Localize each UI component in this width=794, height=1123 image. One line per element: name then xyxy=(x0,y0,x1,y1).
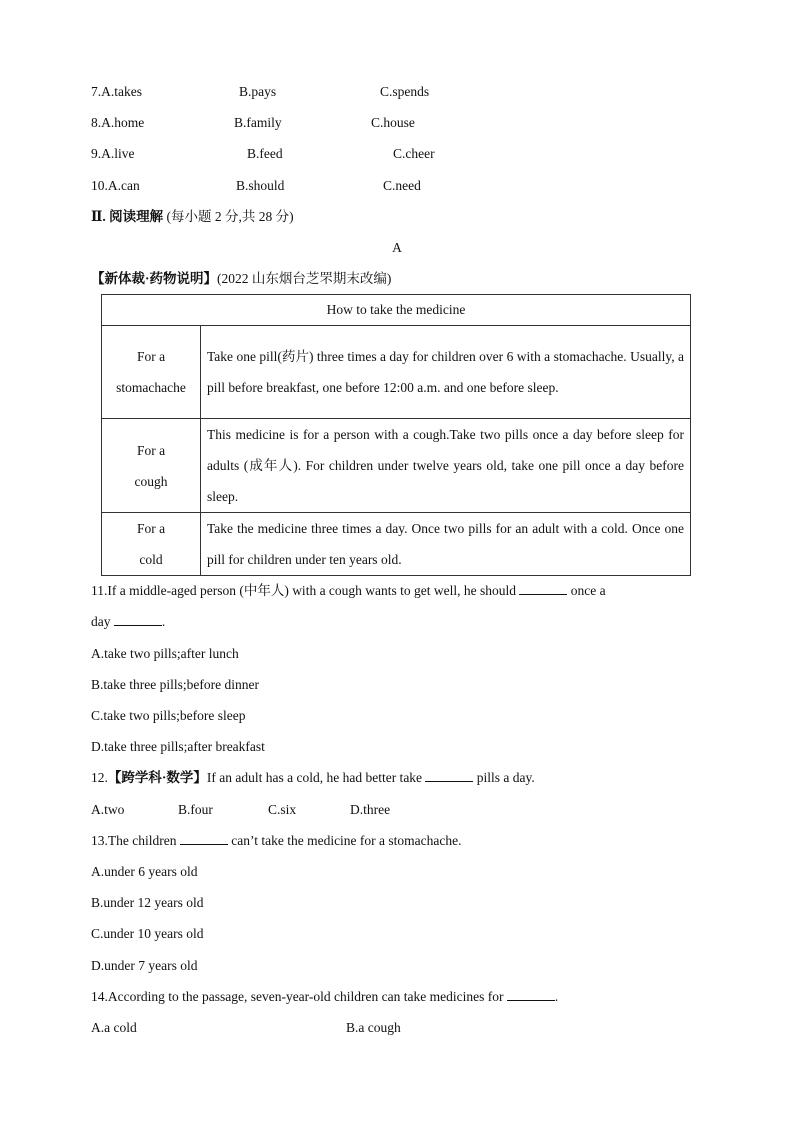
q14-stem-part: . xyxy=(554,989,559,1004)
row-label-cough xyxy=(102,419,201,513)
row-label-line: For a xyxy=(136,442,166,458)
answer-blank[interactable] xyxy=(425,769,473,782)
answer-blank[interactable] xyxy=(114,613,162,626)
q7-option-a: 7.A.takes xyxy=(91,84,142,99)
q12-stem-part: If an adult has a cold, he had better take xyxy=(206,770,426,785)
passage-letter: A xyxy=(392,240,402,255)
section-heading xyxy=(91,208,294,226)
q9-option-a: 9.A.live xyxy=(91,146,135,161)
q13-stem-part: 13.The children xyxy=(91,833,180,848)
row-label-line: stomachache xyxy=(116,380,186,395)
q8-option-c: C.house xyxy=(371,115,415,130)
answer-blank[interactable] xyxy=(519,582,567,595)
table-row xyxy=(102,513,691,576)
q11-stem-part: once a xyxy=(567,583,606,598)
q12-option-b[interactable]: B.four xyxy=(178,802,213,817)
q13-option-a[interactable]: A.under 6 years old xyxy=(91,864,198,879)
q11-option-a[interactable]: A.take two pills;after lunch xyxy=(91,646,239,661)
q12-option-c[interactable]: C.six xyxy=(268,802,297,817)
q12-option-d[interactable]: D.three xyxy=(350,802,391,817)
q13-option-b[interactable]: B.under 12 years old xyxy=(91,895,204,910)
q8-option-b: B.family xyxy=(234,115,282,130)
q14-stem-part: 14.According to the passage, seven-year-old children can take medicines for xyxy=(91,989,507,1004)
q7-option-c: C.spends xyxy=(380,84,430,99)
question-12-stem xyxy=(91,769,535,787)
question-10 xyxy=(91,177,140,195)
q10-option-a: 10.A.can xyxy=(91,178,140,193)
row-label-line: For a xyxy=(136,521,166,536)
q11-stem-part: 11.If a middle-aged person (中年人) with a cough wants to get well, he should xyxy=(91,583,520,598)
table-row xyxy=(102,419,691,513)
q12-option-a[interactable]: A.two xyxy=(91,802,125,817)
q11-stem-part: . xyxy=(161,614,166,629)
q7-option-b: B.pays xyxy=(239,84,277,99)
question-9 xyxy=(91,145,135,163)
question-11-stem xyxy=(91,582,606,600)
q11-option-b[interactable]: B.take three pills;before dinner xyxy=(91,677,259,692)
row-label-line: cold xyxy=(139,552,163,567)
q13-stem-part: can’t take the medicine for a stomachache. xyxy=(227,833,462,848)
q12-stem-part: pills a day. xyxy=(473,770,535,785)
row-text-cough: This medicine is for a person with a cough.Take two pills once a day before sleep for adults (成年人). For children under twelve years old, take one pill once a day before sleep. xyxy=(201,419,691,513)
q12-tag: 【跨学科·数学】 xyxy=(107,770,207,785)
section-title: Ⅱ. 阅读理解 xyxy=(91,209,164,224)
q13-option-c[interactable]: C.under 10 years old xyxy=(91,926,204,941)
answer-blank[interactable] xyxy=(180,832,228,845)
row-text-cold: Take the medicine three times a day. Once two pills for an adult with a cold. Once one pill for children under ten years old. xyxy=(201,513,691,576)
question-7 xyxy=(91,83,142,101)
q11-option-d[interactable]: D.take three pills;after breakfast xyxy=(91,739,265,754)
row-label-cold xyxy=(102,513,201,576)
question-11-stem-cont xyxy=(91,613,165,631)
q12-number: 12. xyxy=(91,770,108,785)
q14-option-a[interactable]: A.a cold xyxy=(91,1020,137,1035)
question-13-stem xyxy=(91,832,462,850)
question-8 xyxy=(91,114,144,132)
source-tag: 【新体裁·药物说明】 xyxy=(91,271,218,286)
q11-option-c[interactable]: C.take two pills;before sleep xyxy=(91,708,246,723)
table-header-row xyxy=(102,295,691,326)
question-14-stem xyxy=(91,988,558,1006)
row-label-stomachache xyxy=(102,326,201,419)
q11-stem-part: day xyxy=(91,614,114,629)
row-label-line: For a xyxy=(136,349,166,364)
q14-option-b[interactable]: B.a cough xyxy=(346,1020,401,1035)
q10-option-c: C.need xyxy=(383,178,421,193)
row-text-stomachache: Take one pill(药片) three times a day for children over 6 with a stomachache. Usually, a pill before breakfast, one before 12:00 a.m. and one before sleep. xyxy=(201,326,691,419)
q8-option-a: 8.A.home xyxy=(91,115,145,130)
q9-option-b: B.feed xyxy=(247,146,283,161)
q10-option-b: B.should xyxy=(236,178,285,193)
source-note: (2022 山东烟台芝罘期末改编) xyxy=(217,271,392,286)
table-header: How to take the medicine xyxy=(102,295,691,326)
passage-source xyxy=(91,270,391,288)
section-score-note: (每小题 2 分,共 28 分) xyxy=(163,209,294,224)
q13-option-d[interactable]: D.under 7 years old xyxy=(91,958,198,973)
medicine-table xyxy=(101,294,691,576)
answer-blank[interactable] xyxy=(507,988,555,1001)
row-label-line: cough xyxy=(134,473,168,489)
q9-option-c: C.cheer xyxy=(393,146,435,161)
table-row xyxy=(102,326,691,419)
